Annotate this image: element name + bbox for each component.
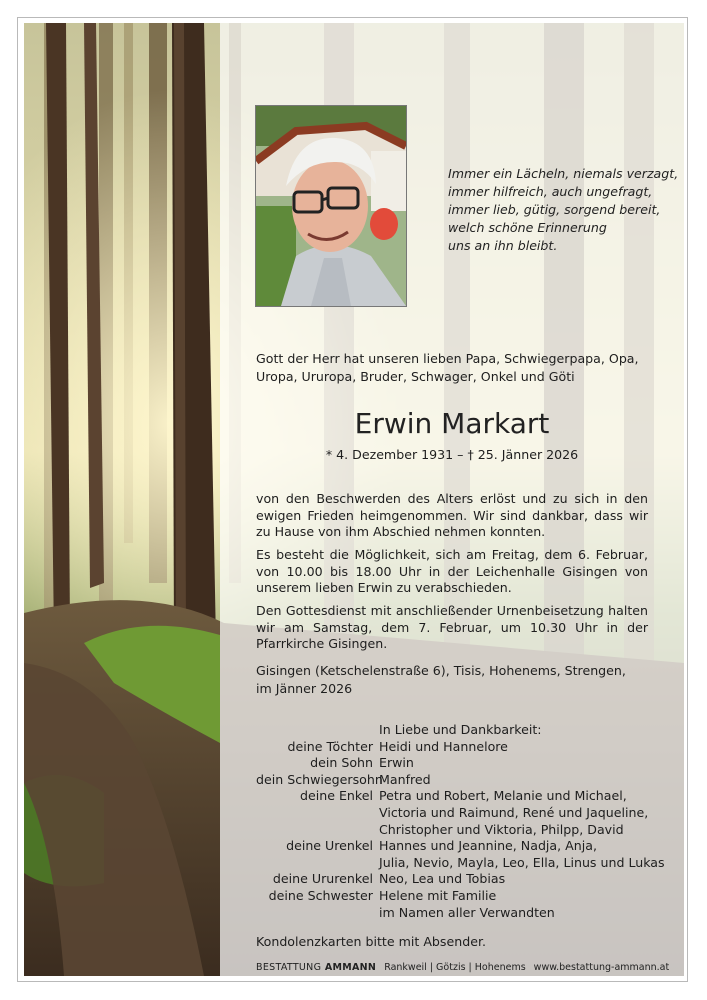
mourner-relation [256, 855, 379, 872]
place-and-date [256, 662, 648, 698]
poem-line: welch schöne Erinnerung [448, 220, 607, 235]
date-line: im Jänner 2026 [256, 681, 353, 696]
paragraph-service: Den Gottesdienst mit anschließender Urnenbeisetzung halten wir am Samstag, dem 7. Februar, um 10.30 Uhr in der Pfarrkirche Gisingen. [256, 603, 648, 652]
mourner-relation [256, 805, 379, 822]
mourner-relation: deine Töchter [287, 738, 373, 754]
logo-word-a: BESTATTUNG [256, 962, 322, 973]
mourner-names: Hannes und Jeannine, Nadja, Anja, [379, 838, 597, 854]
mourner-relation: dein Schwiegersohn [256, 771, 383, 787]
mourner-names: Christopher und Viktoria, Philpp, David [379, 821, 624, 837]
paragraph-passing: von den Beschwerden des Alters erlöst und zu sich in den ewigen Frieden heimgenommen. Wir sind dankbar, dass wir zu Hause von ihm Abschied nehmen konnten. [256, 491, 648, 540]
funeral-home-footer [256, 962, 670, 974]
place-line: Gisingen (Ketschelenstraße 6), Tisis, Hohenems, Strengen, [256, 663, 626, 678]
mourner-row [256, 854, 665, 872]
mourner-row [256, 788, 656, 805]
mourner-row [256, 822, 656, 839]
intro-text: Gott der Herr hat unseren lieben Papa, Schwiegerpapa, Opa, Uropa, Ururopa, Bruder, Schwager, Onkel und Göti [256, 351, 639, 384]
funeral-home-locations: Rankweil | Götzis | Hohenems [384, 962, 526, 973]
portrait-photo [255, 105, 407, 307]
mourners-list [256, 722, 665, 921]
mourner-row [256, 739, 656, 756]
life-dates: * 4. Dezember 1931 – † 25. Jänner 2026 [325, 447, 579, 462]
deceased-name: Erwin Markart [354, 407, 550, 440]
mourner-relation: deine Schwester [268, 887, 373, 903]
mourner-row [256, 755, 656, 772]
paragraph-farewell: Es besteht die Möglichkeit, sich am Freitag, dem 6. Februar, von 10.00 bis 18.00 Uhr in der Leichenhalle Gisingen von unserem lieben Erwin zu verabschieden. [256, 547, 648, 596]
poem [448, 165, 678, 255]
mourner-relation [256, 722, 379, 739]
poem-line: immer lieb, gütig, sorgend bereit, [448, 202, 661, 217]
poem-line: uns an ihn bleibt. [448, 238, 558, 253]
mourner-names: Helene mit Familie [379, 887, 497, 903]
funeral-home-logo [256, 962, 376, 973]
mourner-row [256, 838, 656, 855]
mourner-relation: deine Enkel [299, 788, 373, 804]
condolence-note: Kondolenzkarten bitte mit Absender. [256, 934, 486, 949]
mourner-names: Victoria und Raimund, René und Jaqueline, [379, 804, 649, 820]
mourner-relation [256, 822, 379, 839]
mourner-names: In Liebe und Dankbarkeit: [379, 722, 542, 737]
mourner-names: Erwin [379, 755, 414, 771]
mourner-relation: dein Sohn [310, 755, 373, 771]
funeral-home-website[interactable]: www.bestattung-ammann.at [533, 962, 670, 973]
poem-line: Immer ein Lächeln, niemals verzagt, [448, 166, 679, 181]
mourner-row [256, 722, 656, 739]
mourner-row [256, 772, 656, 789]
mourner-names: im Namen aller Verwandten [379, 904, 555, 920]
mourner-names: Manfred [379, 771, 431, 787]
mourner-names: Petra und Robert, Melanie und Michael, [379, 788, 627, 804]
mourner-row [256, 871, 656, 888]
mourner-names: Heidi und Hannelore [379, 738, 508, 754]
mourner-row [256, 805, 656, 822]
logo-word-b: AMMANN [324, 962, 377, 973]
mourner-relation: deine Ururenkel [272, 871, 373, 887]
mourner-names: Julia, Nevio, Mayla, Leo, Ella, Linus und Lukas [379, 854, 665, 870]
mourner-relation [256, 905, 379, 922]
mourner-row [256, 888, 656, 905]
mourner-relation: deine Urenkel [286, 838, 373, 854]
poem-line: immer hilfreich, auch ungefragt, [448, 184, 653, 199]
mourner-names: Neo, Lea und Tobias [379, 871, 506, 887]
mourner-row [256, 905, 656, 922]
